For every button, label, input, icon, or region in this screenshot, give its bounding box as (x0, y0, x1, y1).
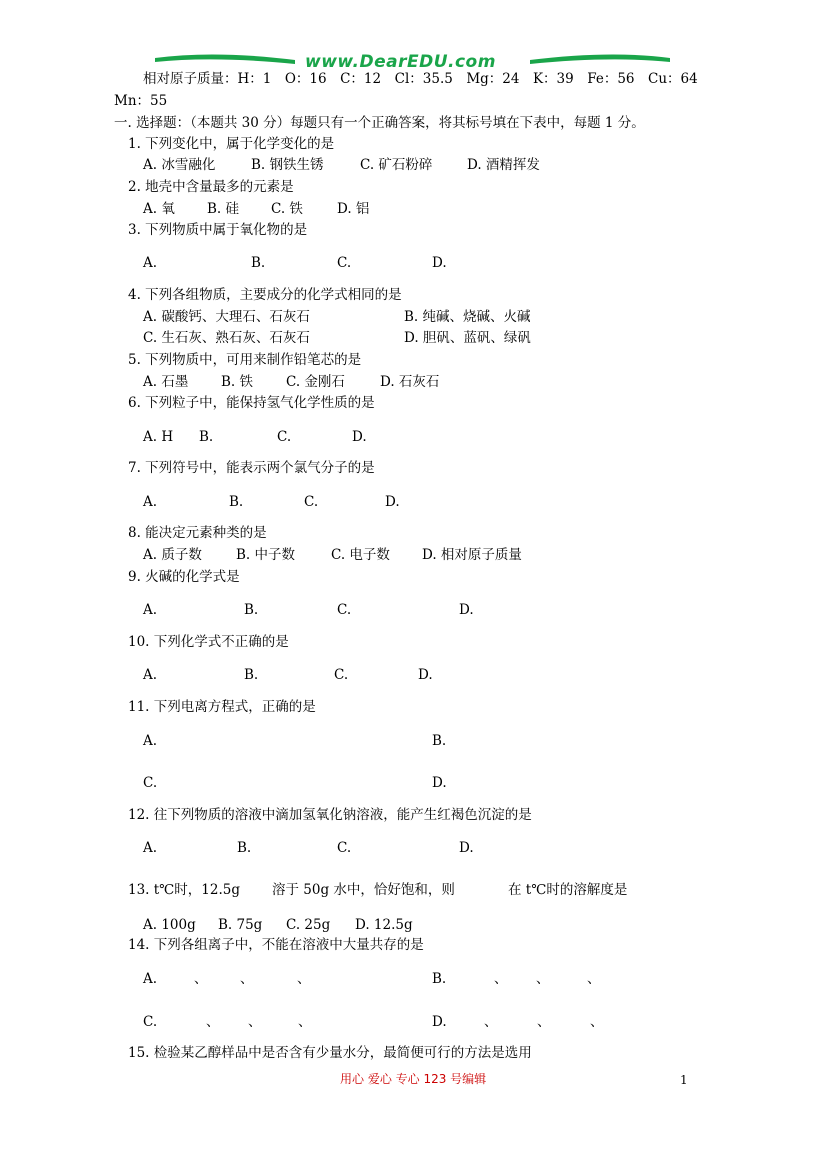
option-a: A. 质子数 (143, 547, 202, 563)
option-d: D. (459, 840, 474, 856)
question-stem: 11. 下列电离方程式，正确的是 (128, 699, 316, 715)
option-b: B. (237, 840, 252, 856)
option-c: C. 矿石粉碎 (360, 157, 433, 173)
option-d: D. 相对原子质量 (422, 547, 522, 563)
option-a: A. 石墨 (143, 374, 189, 390)
option-c: C. (334, 667, 349, 683)
question-stem: 7. 下列符号中，能表示两个氯气分子的是 (128, 460, 375, 476)
option-b: B. 钢铁生锈 (251, 157, 324, 173)
option-d: D. (432, 255, 447, 271)
option-a: A. (143, 971, 158, 987)
question-stem-part3: 在 t℃时的溶解度是 (508, 882, 628, 898)
question-stem: 14. 下列各组离子中，不能在溶液中大量共存的是 (128, 937, 424, 953)
option-c: C. (277, 429, 292, 445)
option-d: D. (418, 667, 433, 683)
option-b: B. (199, 429, 214, 445)
option-b: B. 硅 (207, 201, 240, 217)
option-a: A. (143, 840, 158, 856)
option-b: B. (432, 971, 447, 987)
atomic-masses-line2: Mn：55 (114, 93, 168, 109)
option-b: B. (244, 602, 259, 618)
option-c: C. (337, 840, 352, 856)
option-a: A. (143, 494, 158, 510)
separator: 、 (194, 971, 208, 987)
option-d: D. 铝 (337, 201, 370, 217)
option-c: C. (143, 775, 158, 791)
separator: 、 (536, 971, 550, 987)
option-b: B. 中子数 (236, 547, 296, 563)
option-b: B. (229, 494, 244, 510)
option-a: A. (143, 255, 158, 271)
option-a: A. (143, 602, 158, 618)
question-stem: 1. 下列变化中，属于化学变化的是 (128, 136, 335, 152)
separator: 、 (297, 971, 311, 987)
question-stem-part2: 溶于 50g 水中，恰好饱和，则 (272, 882, 455, 898)
separator: 、 (587, 971, 601, 987)
option-c: C. (304, 494, 319, 510)
option-c: C. (337, 255, 352, 271)
option-c: C. (337, 602, 352, 618)
option-b: B. 铁 (221, 374, 254, 390)
option-c: C. 金刚石 (286, 374, 345, 390)
option-d: D. (352, 429, 367, 445)
separator: 、 (590, 1014, 604, 1030)
option-b: B. (251, 255, 266, 271)
option-d: D. (385, 494, 400, 510)
separator: 、 (537, 1014, 551, 1030)
page-number: 1 (680, 1073, 688, 1087)
footer-slogan: 用心 爱心 专心 123 号编辑 (340, 1072, 487, 1086)
question-stem: 12. 往下列物质的溶液中滴加氢氧化钠溶液，能产生红褐色沉淀的是 (128, 807, 532, 823)
option-a: A. 100g (143, 917, 196, 933)
question-stem: 6. 下列粒子中，能保持氢气化学性质的是 (128, 395, 375, 411)
option-b: B. (432, 733, 447, 749)
option-d: D. (459, 602, 474, 618)
question-stem: 8. 能决定元素种类的是 (128, 525, 267, 541)
question-stem: 15. 检验某乙醇样品中是否含有少量水分，最简便可行的方法是选用 (128, 1045, 532, 1061)
option-d: D. 胆矾、蓝矾、绿矾 (404, 330, 531, 346)
option-c: C. 生石灰、熟石灰、石灰石 (143, 330, 310, 346)
logo-text: www.DearEDU.com (305, 52, 496, 72)
option-c: C. 电子数 (331, 547, 390, 563)
option-c: C. 25g (286, 917, 331, 933)
option-c: C. (143, 1014, 158, 1030)
option-b: B. (244, 667, 259, 683)
separator: 、 (248, 1014, 262, 1030)
question-stem-part1: 13. t℃时，12.5g (128, 882, 240, 898)
option-a: A. H (143, 429, 174, 445)
section-title: 一. 选择题：（本题共 30 分）每题只有一个正确答案，将其标号填在下表中，每题 1 分。 (114, 115, 645, 131)
separator: 、 (206, 1014, 220, 1030)
option-d: D. 酒精挥发 (467, 157, 540, 173)
option-b: B. 75g (218, 917, 263, 933)
separator: 、 (494, 971, 508, 987)
option-d: D. (432, 1014, 447, 1030)
option-a: A. 冰雪融化 (143, 157, 216, 173)
question-stem: 5. 下列物质中，可用来制作铅笔芯的是 (128, 352, 362, 368)
question-stem: 9. 火碱的化学式是 (128, 569, 240, 585)
option-d: D. 12.5g (355, 917, 413, 933)
question-stem: 10. 下列化学式不正确的是 (128, 634, 289, 650)
separator: 、 (298, 1014, 312, 1030)
option-d: D. (432, 775, 447, 791)
separator: 、 (484, 1014, 498, 1030)
option-a: A. 氧 (143, 201, 175, 217)
atomic-masses-line1: 相对原子质量：H：1 O：16 C：12 Cl：35.5 Mg：24 K：39 Fe：56 Cu：64 (143, 71, 698, 87)
question-stem: 3. 下列物质中属于氧化物的是 (128, 222, 308, 238)
option-a: A. 碳酸钙、大理石、石灰石 (143, 309, 310, 325)
option-c: C. 铁 (271, 201, 303, 217)
option-a: A. (143, 733, 158, 749)
option-b: B. 纯碱、烧碱、火碱 (404, 309, 531, 325)
separator: 、 (240, 971, 254, 987)
option-d: D. 石灰石 (380, 374, 440, 390)
question-stem: 2. 地壳中含量最多的元素是 (128, 179, 294, 195)
question-stem: 4. 下列各组物质，主要成分的化学式相同的是 (128, 287, 402, 303)
option-a: A. (143, 667, 158, 683)
